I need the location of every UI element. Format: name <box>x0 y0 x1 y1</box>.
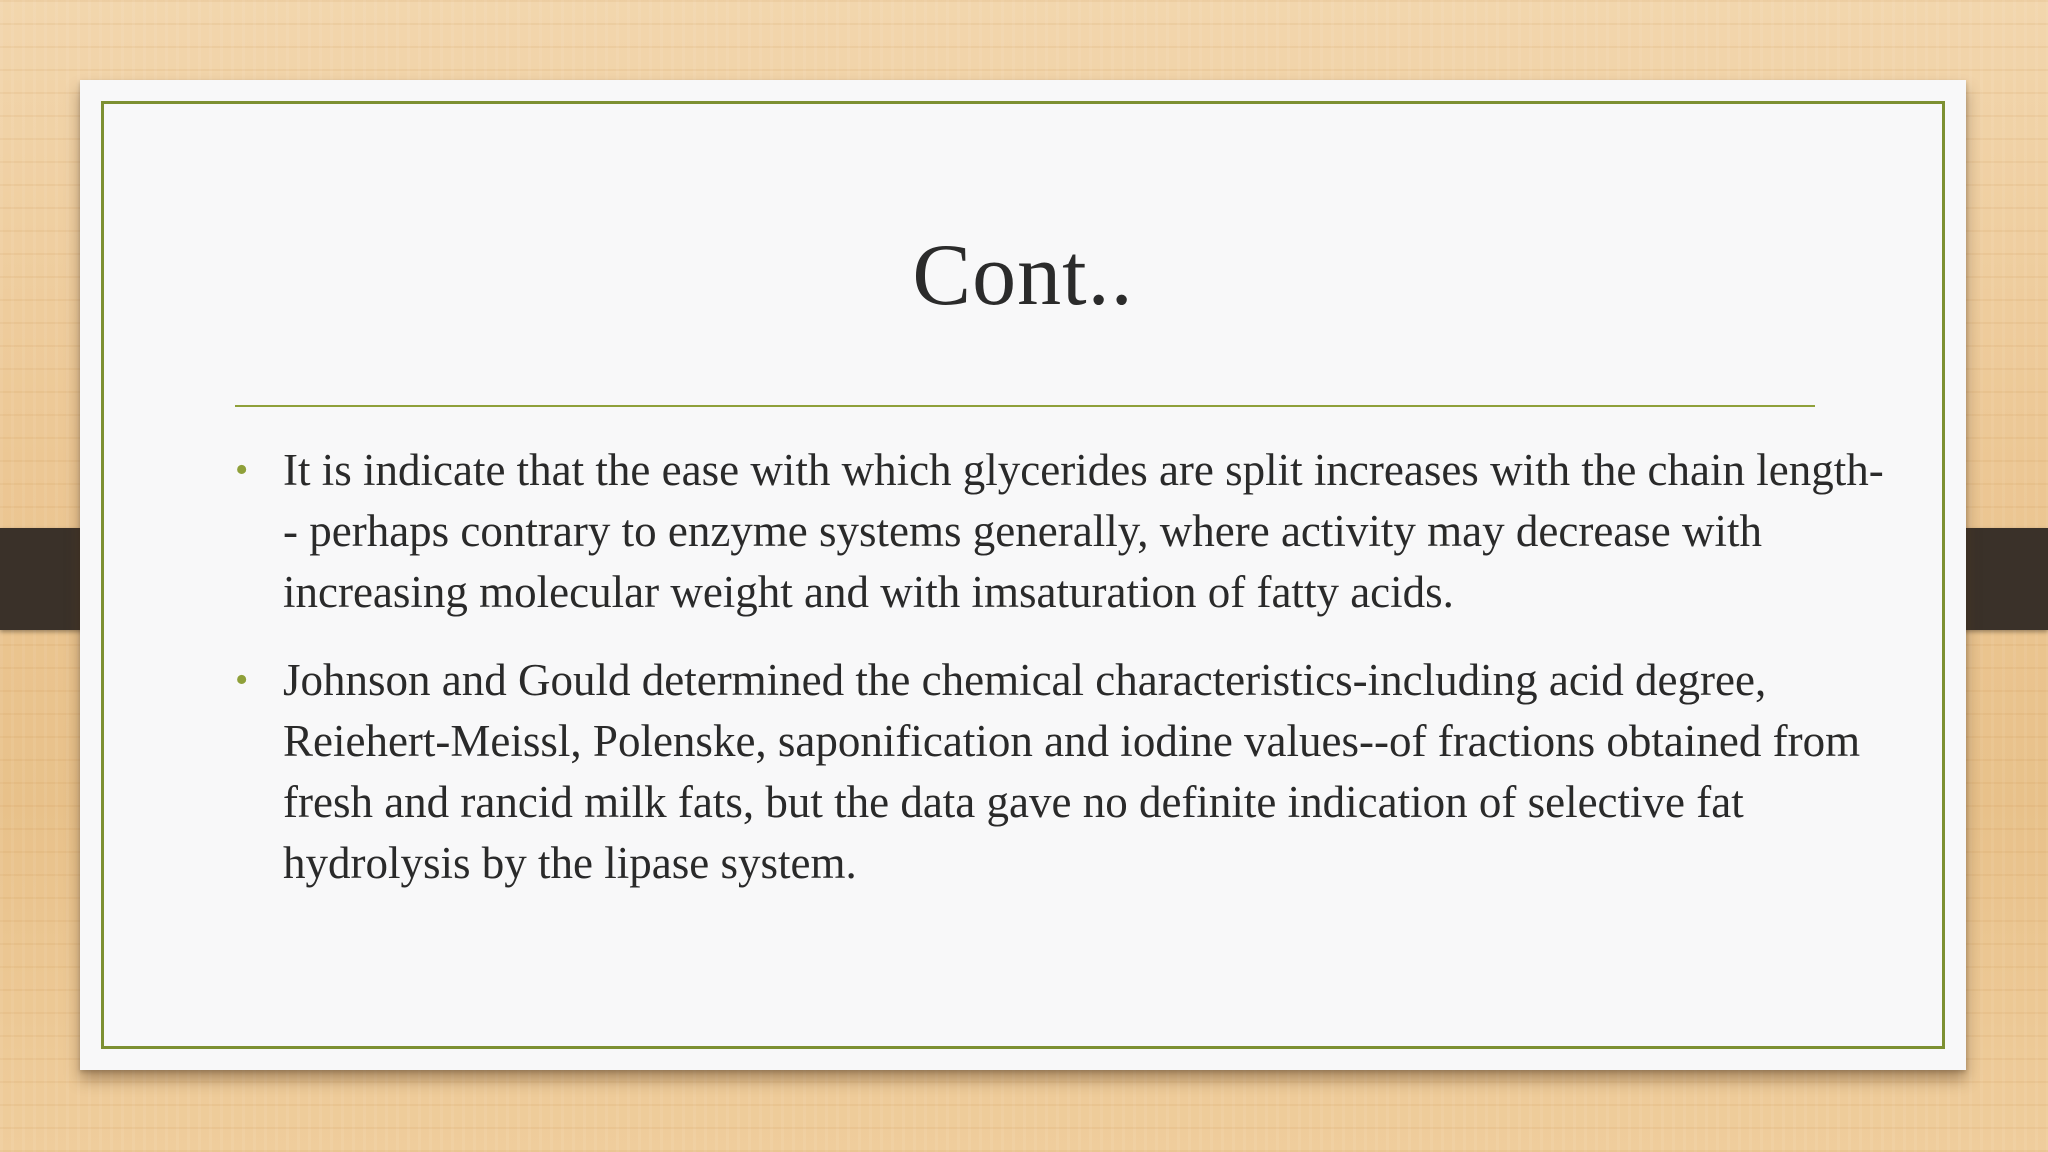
bullet-text: It is indicate that the ease with which glycerides are split increases with the chain length-- perhaps contrary to enzyme systems generally, where activity may decrease with increasing molecular weight and with imsaturation of fatty acids. <box>283 445 1884 617</box>
title-divider <box>235 405 1815 407</box>
bullet-list <box>235 440 1895 921</box>
bullet-text: Johnson and Gould determined the chemical characteristics-including acid degree, Reiehert-Meissl, Polenske, saponification and iodine values--of fractions obtained from fresh and rancid milk fats, but the data gave no definite indication of selective fat hydrolysis by the lipase system. <box>283 655 1861 888</box>
slide-title: Cont.. <box>912 227 1134 324</box>
bullet-dot-icon: • <box>235 659 249 701</box>
bullet-item <box>235 440 1895 623</box>
bullet-dot-icon: • <box>235 449 249 491</box>
slide <box>80 80 1966 1070</box>
bullet-item <box>235 650 1895 894</box>
